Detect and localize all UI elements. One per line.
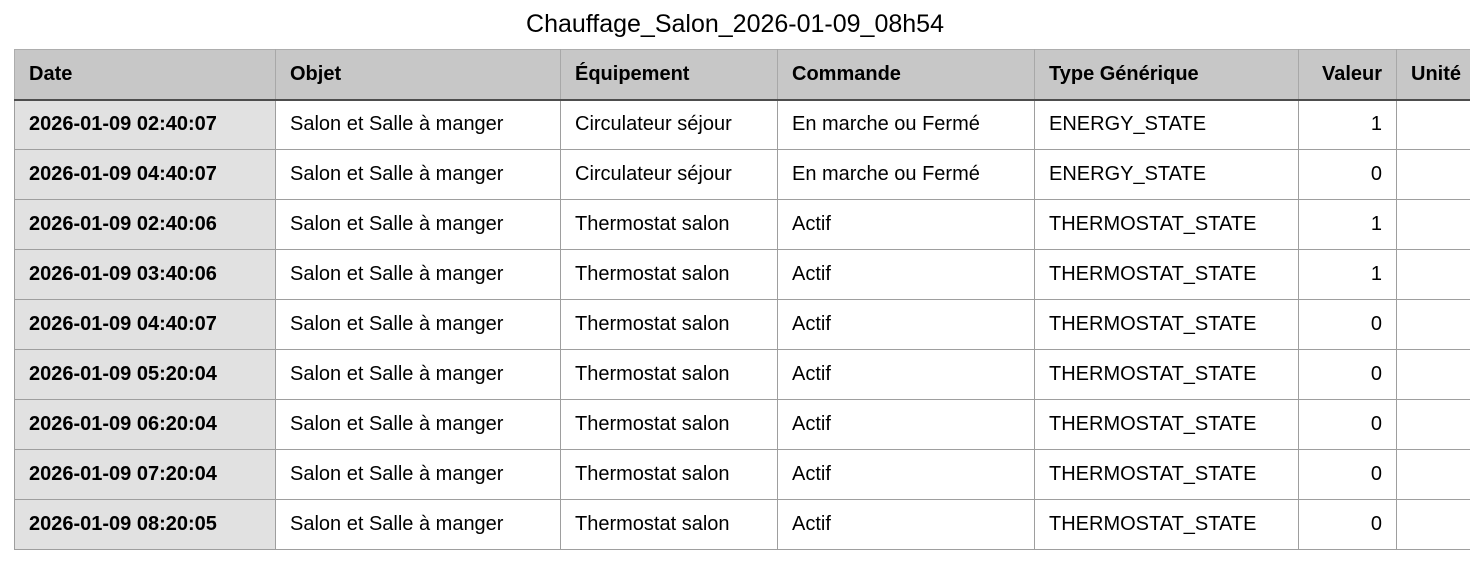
cell-type-generique: THERMOSTAT_STATE: [1035, 300, 1299, 350]
cell-commande: Actif: [778, 250, 1035, 300]
cell-equipement: Thermostat salon: [561, 300, 778, 350]
page-title: Chauffage_Salon_2026-01-09_08h54: [526, 10, 944, 38]
table-row: [15, 350, 1470, 400]
cell-objet: Salon et Salle à manger: [276, 100, 561, 150]
cell-valeur: 0: [1299, 400, 1397, 450]
cell-valeur: 0: [1299, 500, 1397, 550]
cell-date: 2026-01-09 06:20:04: [15, 400, 276, 450]
cell-date: 2026-01-09 04:40:07: [15, 300, 276, 350]
column-header-valeur: Valeur: [1299, 50, 1397, 100]
cell-valeur: 1: [1299, 200, 1397, 250]
cell-objet: Salon et Salle à manger: [276, 350, 561, 400]
cell-unite: [1397, 350, 1470, 400]
cell-date: 2026-01-09 07:20:04: [15, 450, 276, 500]
table-row: [15, 450, 1470, 500]
cell-date: 2026-01-09 02:40:07: [15, 100, 276, 150]
cell-valeur: 1: [1299, 100, 1397, 150]
cell-commande: Actif: [778, 500, 1035, 550]
cell-equipement: Thermostat salon: [561, 500, 778, 550]
table-row: [15, 300, 1470, 350]
cell-commande: En marche ou Fermé: [778, 150, 1035, 200]
column-header-equipement: Équipement: [561, 50, 778, 100]
table-header-row: [15, 50, 1470, 100]
cell-equipement: Thermostat salon: [561, 350, 778, 400]
table-body: [15, 100, 1470, 550]
cell-valeur: 0: [1299, 450, 1397, 500]
cell-unite: [1397, 500, 1470, 550]
cell-commande: Actif: [778, 450, 1035, 500]
cell-type-generique: THERMOSTAT_STATE: [1035, 500, 1299, 550]
cell-unite: [1397, 200, 1470, 250]
cell-equipement: Thermostat salon: [561, 400, 778, 450]
history-table: [14, 49, 1470, 550]
cell-date: 2026-01-09 04:40:07: [15, 150, 276, 200]
table-row: [15, 200, 1470, 250]
column-header-commande: Commande: [778, 50, 1035, 100]
cell-valeur: 0: [1299, 300, 1397, 350]
cell-date: 2026-01-09 03:40:06: [15, 250, 276, 300]
table-row: [15, 250, 1470, 300]
cell-type-generique: THERMOSTAT_STATE: [1035, 350, 1299, 400]
column-header-unite: Unité: [1397, 50, 1470, 100]
cell-unite: [1397, 100, 1470, 150]
cell-unite: [1397, 150, 1470, 200]
cell-commande: En marche ou Fermé: [778, 100, 1035, 150]
cell-commande: Actif: [778, 200, 1035, 250]
column-header-type-generique: Type Générique: [1035, 50, 1299, 100]
table-row: [15, 500, 1470, 550]
cell-commande: Actif: [778, 300, 1035, 350]
cell-date: 2026-01-09 02:40:06: [15, 200, 276, 250]
column-header-date: Date: [15, 50, 276, 100]
cell-commande: Actif: [778, 400, 1035, 450]
cell-equipement: Circulateur séjour: [561, 150, 778, 200]
cell-objet: Salon et Salle à manger: [276, 400, 561, 450]
cell-objet: Salon et Salle à manger: [276, 150, 561, 200]
cell-commande: Actif: [778, 350, 1035, 400]
cell-objet: Salon et Salle à manger: [276, 500, 561, 550]
cell-valeur: 1: [1299, 250, 1397, 300]
cell-type-generique: THERMOSTAT_STATE: [1035, 200, 1299, 250]
cell-equipement: Circulateur séjour: [561, 100, 778, 150]
cell-type-generique: ENERGY_STATE: [1035, 100, 1299, 150]
cell-type-generique: THERMOSTAT_STATE: [1035, 450, 1299, 500]
cell-type-generique: THERMOSTAT_STATE: [1035, 400, 1299, 450]
cell-objet: Salon et Salle à manger: [276, 450, 561, 500]
table-row: [15, 150, 1470, 200]
column-header-objet: Objet: [276, 50, 561, 100]
cell-unite: [1397, 400, 1470, 450]
cell-valeur: 0: [1299, 150, 1397, 200]
cell-unite: [1397, 250, 1470, 300]
cell-equipement: Thermostat salon: [561, 450, 778, 500]
cell-date: 2026-01-09 05:20:04: [15, 350, 276, 400]
cell-objet: Salon et Salle à manger: [276, 250, 561, 300]
cell-equipement: Thermostat salon: [561, 250, 778, 300]
cell-unite: [1397, 300, 1470, 350]
cell-valeur: 0: [1299, 350, 1397, 400]
table-header: [15, 50, 1470, 100]
cell-type-generique: THERMOSTAT_STATE: [1035, 250, 1299, 300]
cell-type-generique: ENERGY_STATE: [1035, 150, 1299, 200]
table-row: [15, 400, 1470, 450]
cell-objet: Salon et Salle à manger: [276, 200, 561, 250]
table-row: [15, 100, 1470, 150]
cell-unite: [1397, 450, 1470, 500]
cell-objet: Salon et Salle à manger: [276, 300, 561, 350]
cell-date: 2026-01-09 08:20:05: [15, 500, 276, 550]
cell-equipement: Thermostat salon: [561, 200, 778, 250]
